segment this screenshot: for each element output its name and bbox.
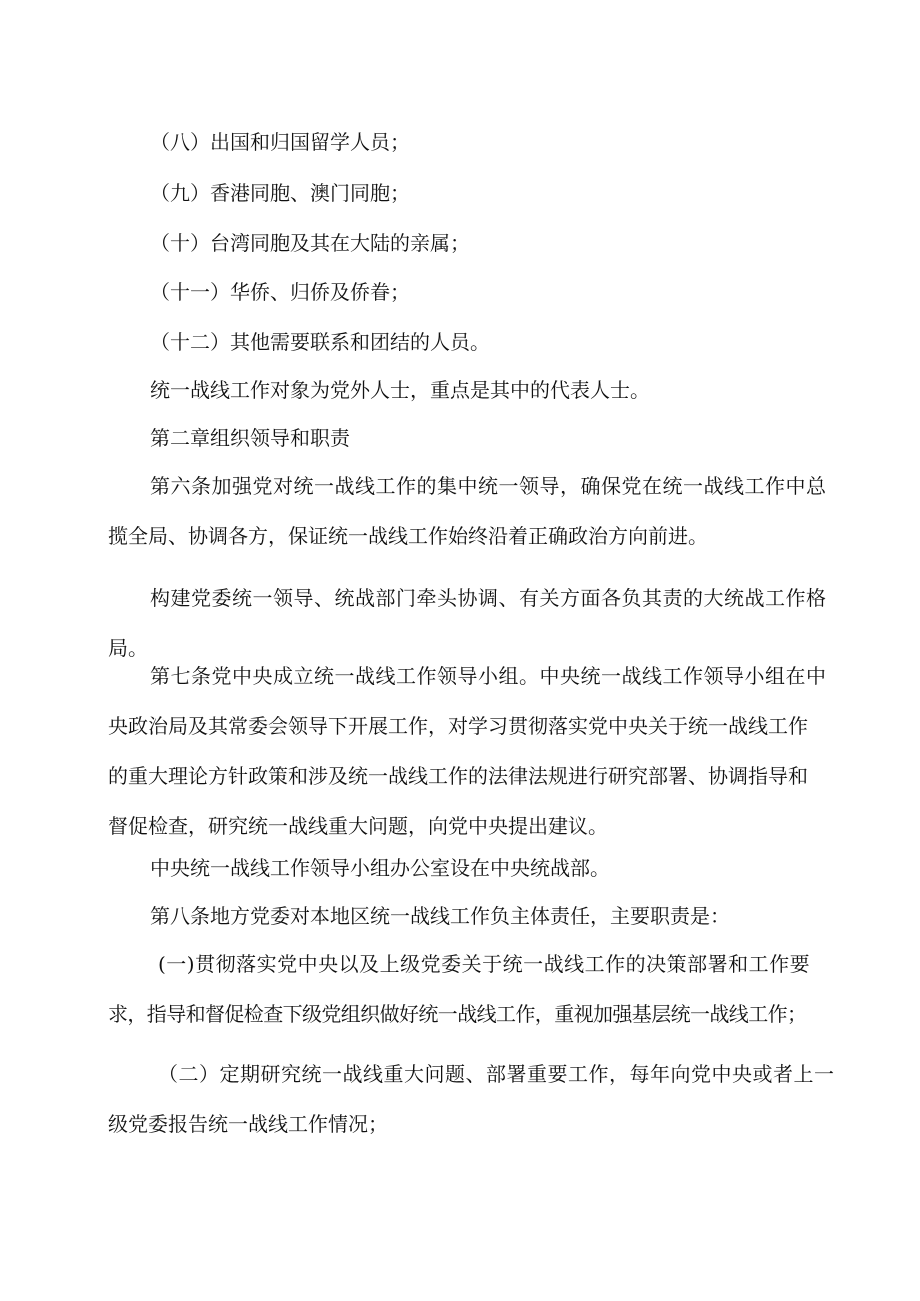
article-7-line-4: 督促检查，研究统一战线重大问题，向党中央提出建议。	[108, 814, 608, 838]
paragraph-structure	[108, 578, 827, 668]
duty-2-line-2: 级党委报告统一战线工作情况；	[108, 1112, 388, 1136]
list-item-8: （八）出国和归国留学人员；	[150, 130, 410, 154]
duty-2-line-1: （二）定期研究统一战线重大问题、部署重要工作，每年向党中央或者上一	[158, 1062, 835, 1086]
paragraph-structure-line-2: 局。	[108, 636, 148, 660]
article-7	[108, 656, 827, 846]
paragraph-work-targets: 统一战线工作对象为党外人士，重点是其中的代表人士。	[150, 378, 650, 402]
paragraph-structure-line-1: 构建党委统一领导、统战部门牵头协调、有关方面各负其责的大统战工作格	[150, 586, 827, 610]
article-6-line-1: 第六条加强党对统一战线工作的集中统一领导，确保党在统一战线工作中总	[150, 474, 827, 498]
list-item-12: （十二）其他需要联系和团结的人员。	[150, 330, 490, 354]
duty-1	[108, 944, 810, 1034]
chapter-heading: 第二章组织领导和职责	[150, 426, 350, 450]
article-7-line-1: 第七条党中央成立统一战线工作领导小组。中央统一战线工作领导小组在中	[150, 664, 827, 688]
paragraph-office: 中央统一战线工作领导小组办公室设在中央统战部。	[150, 856, 610, 880]
article-8: 第八条地方党委对本地区统一战线工作负主体责任，主要职责是：	[150, 904, 730, 928]
list-item-9: （九）香港同胞、澳门同胞；	[150, 181, 410, 205]
list-item-11: （十一）华侨、归侨及侨眷；	[150, 280, 410, 304]
article-6	[108, 466, 827, 556]
duty-1-line-2: 求，指导和督促检查下级党组织做好统一战线工作，重视加强基层统一战线工作；	[108, 1002, 807, 1026]
duty-1-line-1: (一)贯彻落实党中央以及上级党委关于统一战线工作的决策部署和工作要	[158, 952, 811, 976]
duty-2	[108, 1054, 835, 1144]
article-7-line-2: 央政治局及其常委会领导下开展工作，对学习贯彻落实党中央关于统一战线工作	[108, 714, 808, 738]
article-6-line-2: 揽全局、协调各方，保证统一战线工作始终沿着正确政治方向前进。	[108, 524, 708, 548]
list-item-10: （十）台湾同胞及其在大陆的亲属；	[150, 231, 470, 255]
article-7-line-3: 的重大理论方针政策和涉及统一战线工作的法律法规进行研究部署、协调指导和	[108, 764, 808, 788]
